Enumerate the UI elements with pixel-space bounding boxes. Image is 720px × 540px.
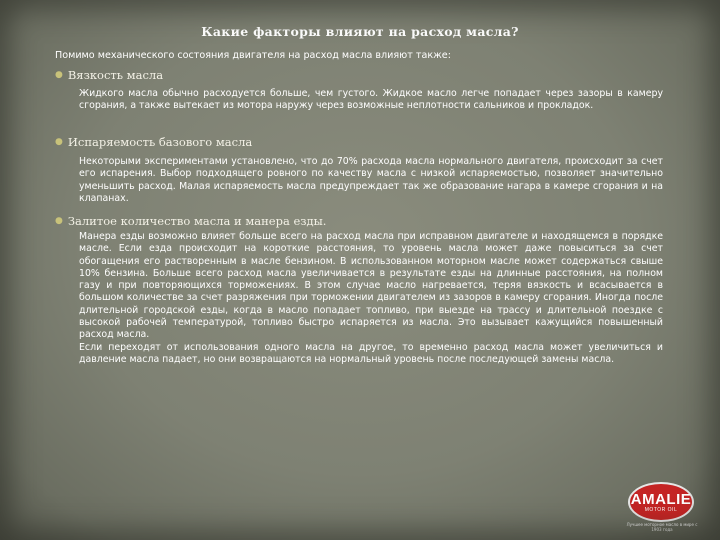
logo-brand: AMALIE (630, 490, 692, 508)
paragraph: Жидкого масла обычно расходуется больше, чем густого. Жидкое масло легче попадает через зазоры в камеру сгорания, а также вытекает из мотора наружу через возможные неплотности сальников и прокладок. (79, 88, 663, 112)
section-heading-label: Вязкость масла (67, 68, 164, 82)
logo-caption: Лучшее моторное масло в мире с 1903 года (626, 522, 698, 532)
section-body-viscosity (79, 88, 663, 113)
paragraph: Если переходят от использования одного масла на другое, то временно расход масла может увеличиться и давление масла падает, но они возвращаются на нормальный уровень после последующей замены масла. (79, 341, 663, 365)
slide-title: Какие факторы влияют на расход масла? (201, 24, 519, 39)
section-body-driving (79, 231, 663, 366)
paragraph: Некоторыми экспериментами установлено, что до 70% расхода масла нормального двигателя, происходит за счет его испарения. Выбор подходящего ровного по качеству масла с низкой испаряемостью, позволяет значительно уменьшить расход. Малая испаряемость масла предупреждает так же образование нагара в камере сгорания и на клапанах. (79, 156, 663, 204)
section-body-evaporation (79, 156, 663, 205)
section-heading-label: Залитое количество масла и манера езды. (67, 214, 327, 228)
logo-subtitle: MOTOR OIL (644, 506, 678, 513)
section-heading-viscosity (55, 68, 163, 82)
amalie-logo (630, 484, 692, 520)
section-heading-driving (55, 214, 326, 228)
intro-text: Помимо механического состояния двигателя на расход масла влияют также: (55, 50, 451, 61)
bullet-icon: ● (55, 70, 63, 80)
section-heading-evaporation (55, 135, 252, 149)
paragraph: Манера езды возможно влияет больше всего на расход масла при исправном двигателе и находящемся в порядке масле. Если езда происходит на короткие расстояния, то уровень масла может даже повыситься за счет обогащения его растворенным в масле бензином. В использованном моторном масле может содержаться свыше 10% бензина. Больше всего расход масла увеличивается в результате езды на длинные расстояния, на полном газу и при повторяющихся торможениях. В этом случае масло нагревается, теряя вязкость и всасывается в большом количестве за счет разряжения при торможении двигателем из зазоров в камеру сгорания. Иногда после длительной городской езды, когда в масло попадает топливо, при выезде на трассу и длительной поездке с высокой рабочей температурой, топливо быстро испаряется из масла. Это вызывает кажущийся повышенный расход масла. (79, 231, 663, 341)
bullet-icon: ● (55, 216, 63, 226)
section-heading-label: Испаряемость базового масла (67, 135, 253, 149)
bullet-icon: ● (55, 137, 63, 147)
